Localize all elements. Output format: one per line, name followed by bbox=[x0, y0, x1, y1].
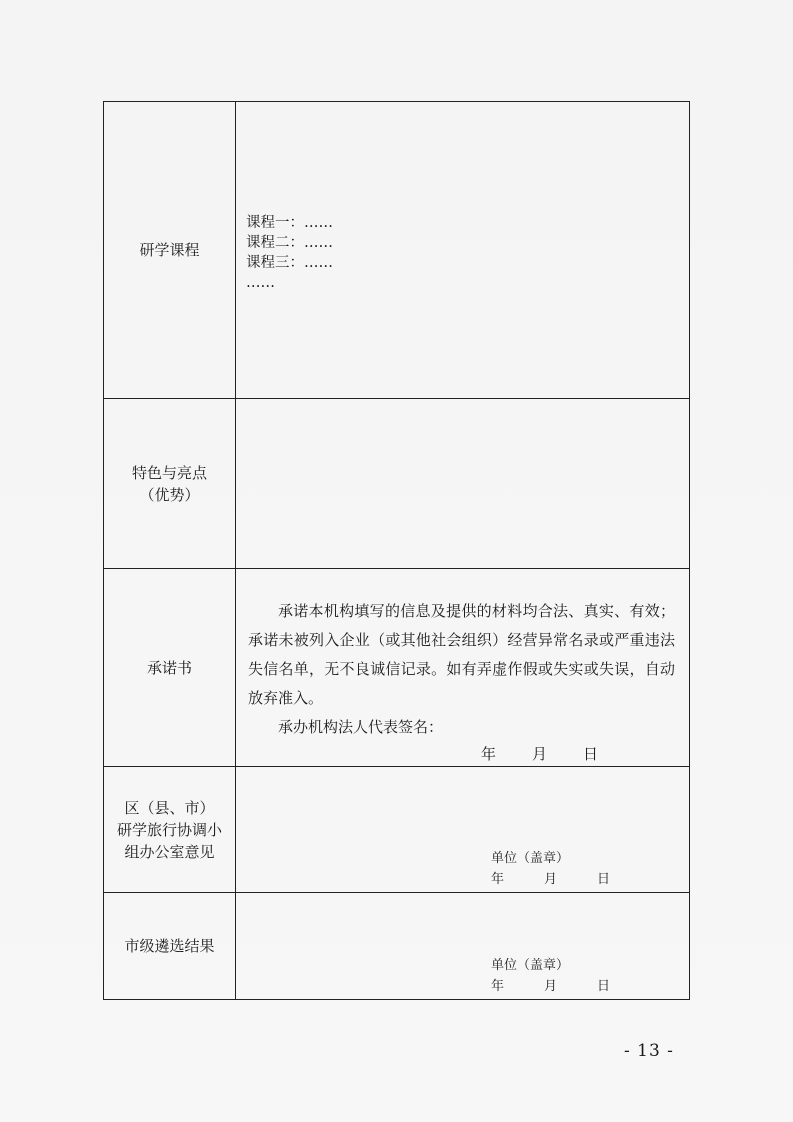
course-item-1: 课程一：…… bbox=[246, 214, 333, 231]
row-pledge bbox=[104, 569, 690, 767]
highlights-label bbox=[104, 399, 236, 569]
row-district bbox=[104, 767, 690, 893]
district-label bbox=[104, 767, 236, 893]
course-item-3: 课程三：…… bbox=[246, 254, 333, 271]
row-highlights bbox=[104, 399, 690, 569]
row-city bbox=[104, 893, 690, 1000]
city-date-year: 年 bbox=[491, 979, 505, 994]
pledge-content bbox=[236, 569, 690, 767]
city-label bbox=[104, 893, 236, 1000]
city-stamp: 单位（盖章） bbox=[491, 958, 570, 973]
district-stamp-block bbox=[491, 848, 610, 890]
highlights-content bbox=[236, 399, 690, 569]
city-content bbox=[236, 893, 690, 1000]
district-label-line3: 组办公室意见 bbox=[124, 842, 215, 861]
district-content bbox=[236, 767, 690, 893]
city-date-day: 日 bbox=[597, 979, 611, 994]
pledge-label bbox=[104, 569, 236, 767]
district-date-year: 年 bbox=[491, 872, 505, 887]
course-list bbox=[236, 208, 689, 293]
course-item-2: 课程二：…… bbox=[246, 234, 333, 251]
city-date bbox=[491, 976, 610, 997]
pledge-date-year: 年 bbox=[481, 745, 497, 763]
district-label-line2: 研学旅行协调小 bbox=[116, 820, 222, 839]
pledge-paragraph-2: 承办机构法人代表签名： bbox=[278, 718, 444, 736]
application-form-table bbox=[103, 101, 690, 1000]
courses-label-text: 研学课程 bbox=[139, 241, 200, 259]
pledge-date bbox=[481, 743, 598, 764]
course-item-more: …… bbox=[246, 274, 275, 291]
district-label-line1: 区（县、市） bbox=[124, 798, 215, 817]
courses-label bbox=[104, 102, 236, 399]
city-label-text: 市级遴选结果 bbox=[124, 937, 215, 955]
courses-content bbox=[236, 102, 690, 399]
page-number: - 13 - bbox=[624, 1041, 674, 1061]
pledge-text bbox=[236, 593, 689, 742]
row-courses bbox=[104, 102, 690, 399]
city-date-month: 月 bbox=[544, 979, 558, 994]
pledge-label-text: 承诺书 bbox=[146, 658, 192, 677]
pledge-date-day: 日 bbox=[583, 745, 599, 763]
district-stamp: 单位（盖章） bbox=[491, 851, 570, 866]
district-date bbox=[491, 869, 610, 890]
pledge-date-month: 月 bbox=[532, 745, 548, 763]
highlights-label-line2: （优势） bbox=[139, 485, 200, 504]
district-date-month: 月 bbox=[544, 872, 558, 887]
highlights-label-line1: 特色与亮点 bbox=[131, 463, 207, 482]
city-stamp-block bbox=[491, 955, 610, 997]
pledge-paragraph-1: 承诺本机构填写的信息及提供的材料均合法、真实、有效；承诺未被列入企业（或其他社会组织）经营异常名录或严重违法失信名单，无不良诚信记录。如有弄虚作假或失实或失误，自动放弃准入。 bbox=[248, 602, 675, 707]
district-date-day: 日 bbox=[597, 872, 611, 887]
